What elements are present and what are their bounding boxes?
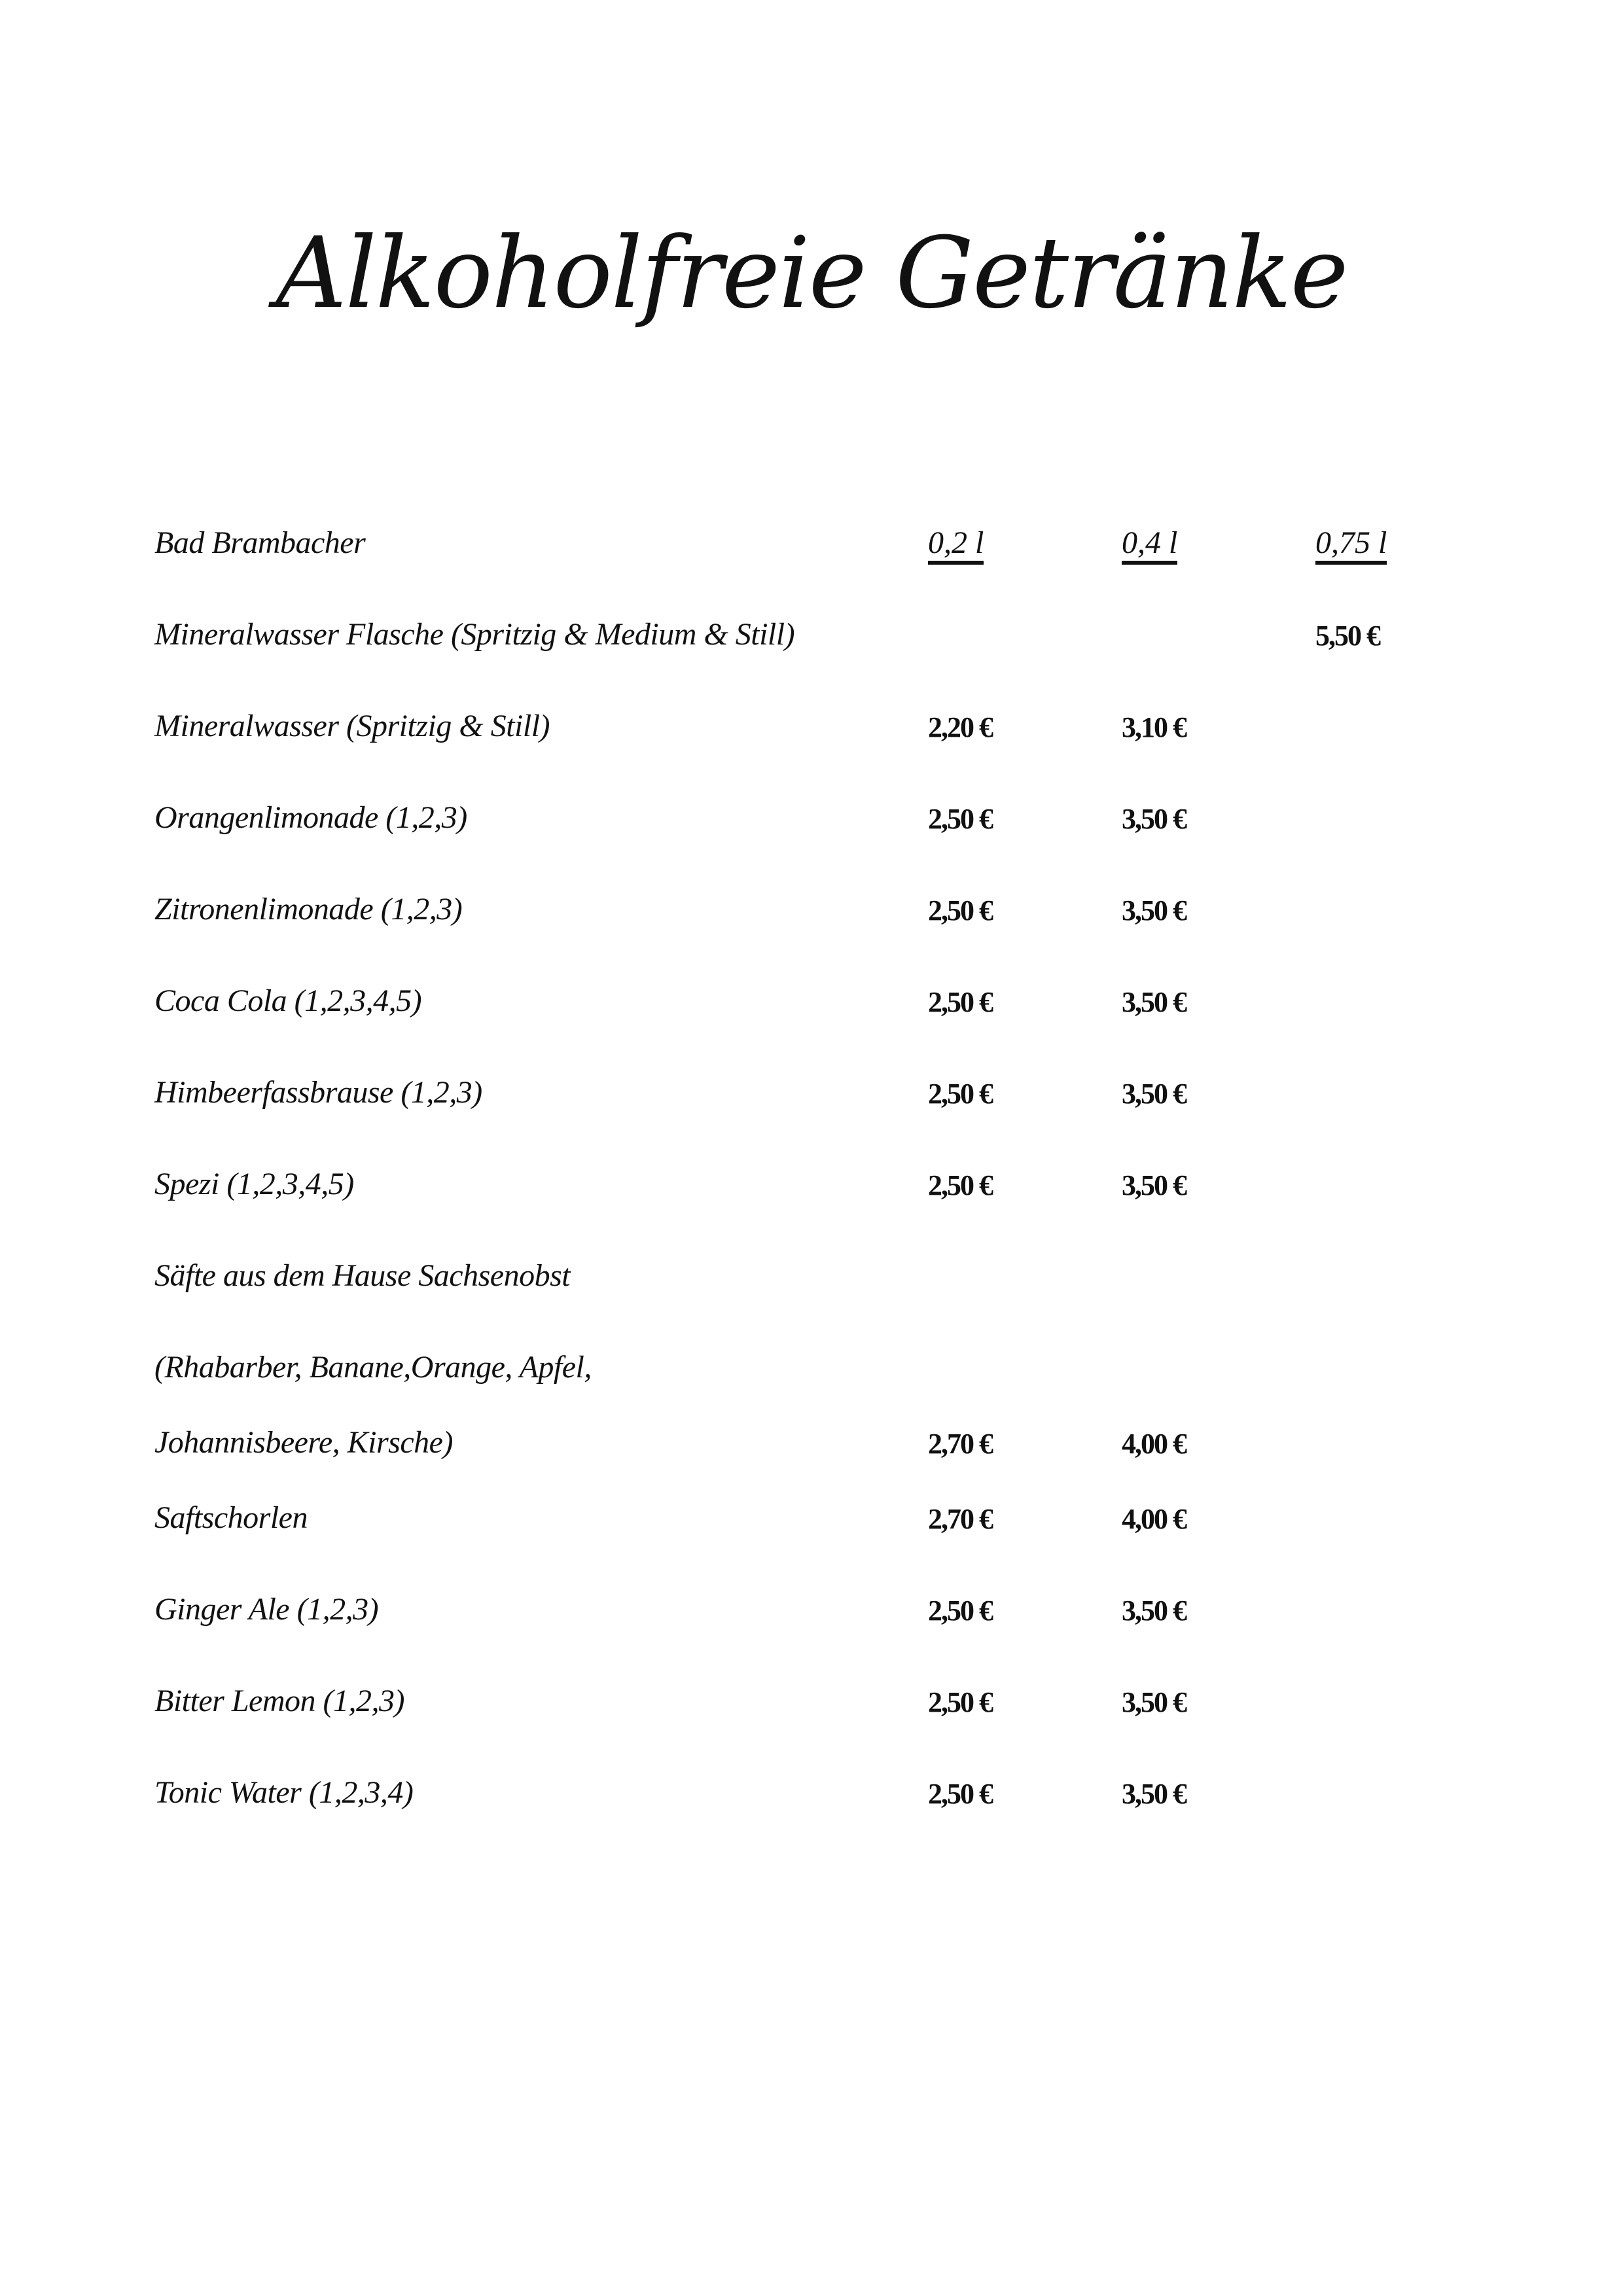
menu-item-name: Spezi (1,2,3,4,5) xyxy=(154,1167,354,1201)
size-header-0-2l: 0,2 l xyxy=(928,525,984,565)
menu-item-price-0-2l: 2,70 € xyxy=(928,1503,992,1535)
menu-item-name: Ginger Ale (1,2,3) xyxy=(154,1592,379,1627)
menu-item-price-0-4l: 3,50 € xyxy=(1122,803,1186,835)
menu-item-name: Zitronenlimonade (1,2,3) xyxy=(154,892,463,927)
menu-item-name: Himbeerfassbrause (1,2,3) xyxy=(154,1075,482,1110)
menu-item-name: Saftschorlen xyxy=(154,1500,308,1535)
menu-item-price-0-2l: 2,70 € xyxy=(928,1428,992,1460)
menu-section-heading: Säfte aus dem Hause Sachsenobst xyxy=(154,1258,571,1293)
menu-item-price-0-2l: 2,50 € xyxy=(928,1169,992,1201)
menu-item-price-0-4l: 3,50 € xyxy=(1122,1169,1186,1201)
menu-item-price-0-4l: 3,50 € xyxy=(1122,894,1186,927)
menu-item-price-0-2l: 2,50 € xyxy=(928,1078,992,1110)
menu-item-price-0-2l: 2,50 € xyxy=(928,1778,992,1810)
menu-item-name: Coca Cola (1,2,3,4,5) xyxy=(154,983,422,1018)
menu-item-price-0-4l: 3,50 € xyxy=(1122,986,1186,1018)
menu-item-price-0-4l: 4,00 € xyxy=(1122,1503,1186,1535)
menu-item-name: Orangenlimonade (1,2,3) xyxy=(154,800,467,835)
menu-item-price-0-2l: 2,20 € xyxy=(928,711,992,743)
menu-item-price-0-4l: 4,00 € xyxy=(1122,1428,1186,1460)
menu-item-price-0-4l: 3,50 € xyxy=(1122,1078,1186,1110)
menu-item-price-0-2l: 2,50 € xyxy=(928,1595,992,1627)
menu-item-name: Mineralwasser (Spritzig & Still) xyxy=(154,709,550,743)
menu-item-price-0-2l: 2,50 € xyxy=(928,1686,992,1718)
menu-item-price-0-4l: 3,50 € xyxy=(1122,1595,1186,1627)
menu-item-name: Bitter Lemon (1,2,3) xyxy=(154,1684,404,1718)
size-header-0-75l: 0,75 l xyxy=(1315,525,1387,565)
page-title: Alkoholfreie Getränke xyxy=(276,217,1347,330)
menu-item-price-0-2l: 2,50 € xyxy=(928,803,992,835)
menu-item-name: Tonic Water (1,2,3,4) xyxy=(154,1775,414,1810)
size-header-0-4l: 0,4 l xyxy=(1122,525,1177,565)
menu-item-price-0-4l: 3,50 € xyxy=(1122,1778,1186,1810)
menu-item-name: Johannisbeere, Kirsche) xyxy=(154,1425,453,1460)
menu-item-price-0-75l: 5,50 € xyxy=(1315,620,1380,652)
menu-item-name: Mineralwasser Flasche (Spritzig & Medium & Still) xyxy=(154,617,795,652)
menu-item-price-0-4l: 3,50 € xyxy=(1122,1686,1186,1718)
menu-item-price-0-2l: 2,50 € xyxy=(928,986,992,1018)
menu-item-price-0-2l: 2,50 € xyxy=(928,894,992,927)
menu-item-name: (Rhabarber, Banane,Orange, Apfel, xyxy=(154,1350,592,1385)
brand-label: Bad Brambacher xyxy=(154,525,366,560)
menu-item-price-0-4l: 3,10 € xyxy=(1122,711,1186,743)
